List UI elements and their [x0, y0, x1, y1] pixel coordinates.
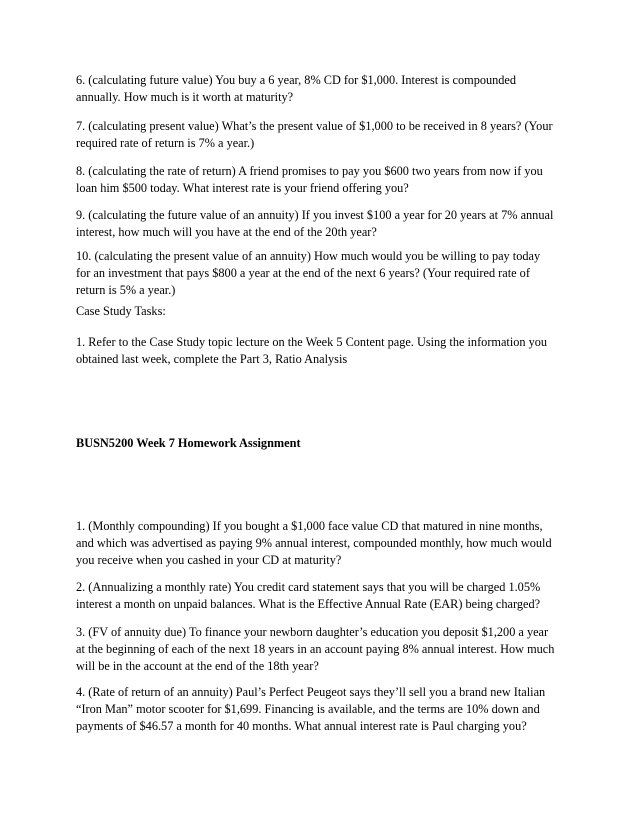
question-10-line-1: 10. (calculating the present value of an annuity) How much would you be willing to pay today: [76, 249, 541, 263]
week7-question-4: [76, 684, 576, 735]
question-9: [76, 207, 576, 241]
case-study-task-1-line-1: 1. Refer to the Case Study topic lecture on the Week 5 Content page. Using the information you: [76, 335, 548, 349]
case-study-task-1: [76, 334, 576, 368]
week7-question-1-line-2: and which was advertised as paying 9% annual interest, compounded monthly, how much would: [76, 536, 552, 550]
question-6-line-1: 6. (calculating future value) You buy a 6 year, 8% CD for $1,000. Interest is compounded: [76, 73, 517, 87]
week7-question-3-line-3: will be in the account at the end of the 18th year?: [76, 659, 319, 673]
question-7: [76, 118, 576, 152]
question-7-line-1: 7. (calculating present value) What’s the present value of $1,000 to be received in 8 years? (Your: [76, 119, 553, 133]
week7-question-2: [76, 579, 576, 613]
question-9-line-2: interest, how much will you have at the end of the 20th year?: [76, 225, 377, 239]
week7-question-1-line-3: you receive when you cashed in your CD at maturity?: [76, 553, 342, 567]
question-8-line-2: loan him $500 today. What interest rate is your friend offering you?: [76, 181, 409, 195]
question-6-line-2: annually. How much is it worth at maturity?: [76, 90, 294, 104]
week7-question-2-line-2: interest a month on unpaid balances. What is the Effective Annual Rate (EAR) being charged?: [76, 597, 541, 611]
week7-question-4-line-1: 4. (Rate of return of an annuity) Paul’s Perfect Peugeot says they’ll sell you a brand new Italian: [76, 685, 546, 699]
week7-question-3-line-2: at the beginning of each of the next 18 years in an account paying 8% annual interest. How much: [76, 642, 555, 656]
question-9-line-1: 9. (calculating the future value of an annuity) If you invest $100 a year for 20 years at 7% annual: [76, 208, 554, 222]
question-7-line-2: required rate of return is 7% a year.): [76, 136, 255, 150]
question-8-line-1: 8. (calculating the rate of return) A friend promises to pay you $600 two years from now if you: [76, 164, 543, 178]
week7-question-3: [76, 624, 576, 675]
week7-question-3-line-1: 3. (FV of annuity due) To finance your newborn daughter’s education you deposit $1,200 a year: [76, 625, 549, 639]
question-8: [76, 163, 576, 197]
case-study-task-1-line-2: obtained last week, complete the Part 3, Ratio Analysis: [76, 352, 348, 366]
question-10-line-2: for an investment that pays $800 a year at the end of the next 6 years? (Your required rate of: [76, 266, 530, 280]
week7-question-4-line-3: payments of $46.57 a month for 40 months. What annual interest rate is Paul charging you?: [76, 719, 527, 733]
week7-question-1-line-1: 1. (Monthly compounding) If you bought a $1,000 face value CD that matured in nine months,: [76, 519, 543, 533]
question-6: [76, 72, 576, 106]
week7-question-1: [76, 518, 576, 569]
week7-title: BUSN5200 Week 7 Homework Assignment: [76, 436, 301, 450]
question-10: [76, 248, 576, 299]
case-study-heading: Case Study Tasks:: [76, 304, 166, 318]
question-10-line-3: return is 5% a year.): [76, 283, 176, 297]
week7-question-2-line-1: 2. (Annualizing a monthly rate) You credit card statement says that you will be charged 1.05%: [76, 580, 541, 594]
week7-question-4-line-2: “Iron Man” motor scooter for $1,699. Financing is available, and the terms are 10% down and: [76, 702, 540, 716]
